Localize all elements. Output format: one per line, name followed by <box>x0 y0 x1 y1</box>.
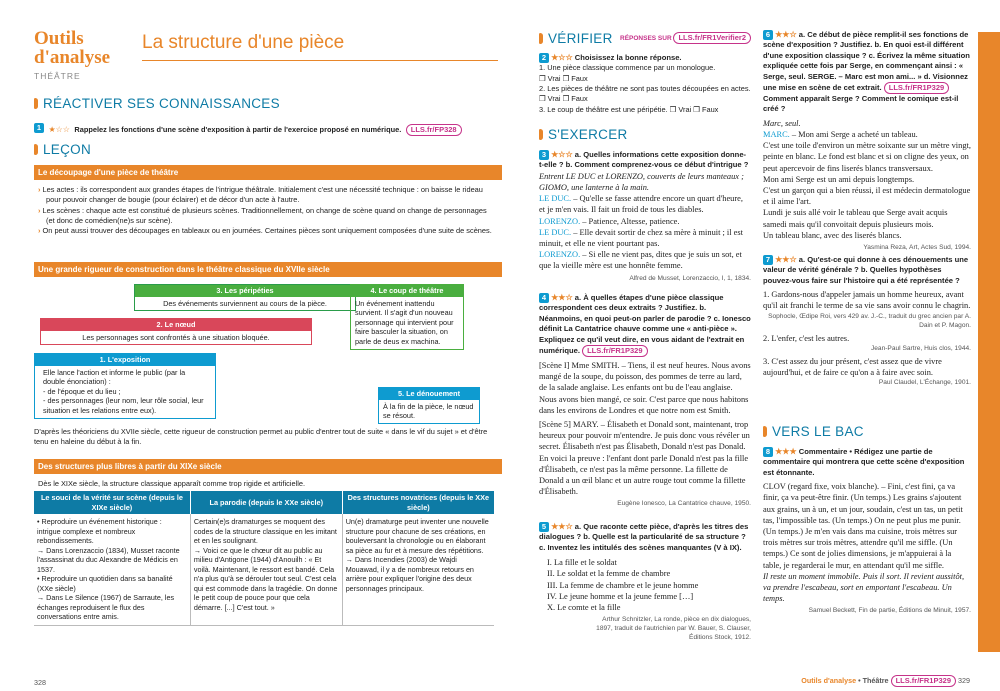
verifier-heading-row <box>539 30 751 48</box>
list-item: III. La femme de chambre et le jeune homme <box>547 580 699 590</box>
dialogue-line: LE DUC. – Qu'elle se fasse attendre encore un quart d'heure, et je m'en vais. Il fait un froid de tous les diables. <box>539 194 743 215</box>
section-bar-1: Le découpage d'une pièce de théâtre <box>34 165 502 180</box>
exercise-5 <box>539 522 751 642</box>
page-title-wrap <box>142 32 498 61</box>
difficulty-stars: ★★☆ <box>551 293 573 302</box>
monologue-paragraph: Un tableau blanc, avec des liserés blancs. <box>763 230 902 240</box>
intro-structures: Dès le XIXe siècle, la structure classique apparaît comme trop rigide et artificielle. <box>38 479 306 488</box>
difficulty-stars: ★☆☆ <box>551 53 573 62</box>
exercise-question: a. Ce début de pièce remplit-il ses fonctions de scène d'exposition ? Justifiez. b. En quoi est-il différent d'une exposition classique ? c. Écrivez la même situation expliquée cette fois par Serge, en commençant ainsi : « Serge, seul. SERGE. – Marc est mon ami... » d. Visionnez une mise en scène de cet extrait. <box>763 30 970 93</box>
bullet-scenes: › Les scènes : chaque acte est constitué de plusieurs scènes. Traditionnellement, on change de scène quand on change de personnages (et donc de comédien(ne)s sur scène). <box>38 205 487 225</box>
source-citation: Sophocle, Œdipe Roi, vers 429 av. J.-C., traduit du grec ancien par A. Dain et P. Magon. <box>768 312 971 329</box>
table-header: Le souci de la vérité sur scène (depuis le XIXe siècle) <box>34 491 190 514</box>
exercise-question: Rappelez les fonctions d'une scène d'exposition à partir de l'exercice proposé en numérique. <box>74 125 402 134</box>
exercer-heading: S'EXERCER <box>539 127 628 142</box>
stage-body: Un événement inattendu survient. Il s'agit d'un nouveau personnage qui intervient pour faire basculer la situation, on parle de deus ex machina. <box>355 298 454 346</box>
footer-label: Outils d'analyse <box>801 676 857 685</box>
source-citation: Paul Claudel, L'Échange, 1901. <box>878 379 971 387</box>
source-citation: Yasmina Reza, Art, Actes Sud, 1994. <box>863 244 971 252</box>
source-citation: Jean-Paul Sartre, Huis clos, 1944. <box>870 344 971 352</box>
stage-direction: Entrent LE DUC et LORENZO, couverts de leurs manteaux ; GIOMO, une lanterne à la main. <box>539 171 744 193</box>
difficulty-stars: ★★☆ <box>775 30 797 39</box>
source-citation: Arthur Schnitzler, La ronde, pièce en dix dialogues, <box>602 616 751 624</box>
difficulty-stars: ★☆☆ <box>551 150 573 159</box>
kicker-sub: THÉÂTRE <box>34 71 81 81</box>
exercise-question: a. Quelles informations cette exposition donne-t-elle ? b. Comment comprenez-vous ce début d'intrigue ? <box>539 150 749 170</box>
table-header: Des structures novatrices (depuis le XXe siècle) <box>342 491 494 514</box>
stage-coup-theatre <box>350 284 464 350</box>
exercise-2 <box>539 53 751 115</box>
verifier-heading: VÉRIFIER <box>539 31 613 46</box>
quote-1: 1. Gardons-nous d'appeler jamais un homme heureux, avant qu'il ait franchi le terme de sa vie sans avoir connu le chagrin. <box>763 290 971 311</box>
exercise-number: 5 <box>539 522 549 532</box>
difficulty-stars: ★★☆ <box>775 255 797 264</box>
exercise-number: 4 <box>539 293 549 303</box>
page-number-right: 329 <box>958 676 970 685</box>
list-item: I. La fille et le soldat <box>547 558 617 568</box>
bullet-tableaux: › On peut aussi trouver des découpages en tableaux ou en journées. Certaines pièces sont uniquement composées d'une suite de scènes. <box>38 226 492 236</box>
section-bar-3: Des structures plus libres à partir du XIXe siècle <box>34 459 502 474</box>
exercise-link[interactable]: LLS.fr/FR1P329 <box>884 82 949 94</box>
exercise-number: 2 <box>539 53 549 63</box>
stage-noeud <box>40 318 312 345</box>
ex2-item-1-options[interactable]: ❒ Vrai ❒ Faux <box>539 73 588 83</box>
exercise-question: Commentaire • Rédigez une partie de commentaire qui montrera que cette scène d'exposition est étonnante. <box>763 447 965 477</box>
source-citation: Alfred de Musset, Lorenzaccio, I, 1, 1834. <box>629 274 751 282</box>
exercise-8 <box>763 447 971 615</box>
bac-heading: VERS LE BAC <box>763 424 864 439</box>
page-number-left: 328 <box>34 678 46 687</box>
table-cell: Un(e) dramaturge peut inventer une nouvelle structure pour chacune de ses créations, en bouleversant la chronologie ou en élaborant sa pièce au fur et à mesure des répétitions. → Dans Incendies (2003) de Wajdi Mouawad, il y a de nombreux retours en arrière pour expliquer l'origine des deux personnages principaux. <box>342 514 494 625</box>
stage-body: Les personnages sont confrontés à une situation bloquée. <box>82 332 270 342</box>
list-item: IV. Le jeune homme et la jeune femme […] <box>547 591 694 601</box>
after-diagram-text: D'après les théoriciens du XVIIe siècle, cette rigueur de construction permet au public d'entrer tout de suite « dans le vif du sujet » et d'être tenu en haleine du début à la fin. <box>34 427 488 447</box>
table-cell: Certain(e)s dramaturges se moquent des codes de la structure classique en les imitant et en les soulignant. → Voici ce que le chœur dit au public au milieu d'Antigone (1944) d'Anouilh : « Et voilà. Maintenant, le ressort est bandé. Cela n'a plus qu'à se dérouler tout seul. C'est cela qui est commode dans la tragédie. On donne le petit coup de pouce pour que cela démarre. [...] C'est tout. » <box>190 514 342 625</box>
bullet-actes: › Les actes : ils correspondent aux grandes étapes de l'intrigue théâtrale. Initialement c'est une nécessité technique : on baisse le rideau pour pouvoir changer de bougie (pour éclairer) et de décor d'un acte à l'autre. <box>38 185 483 205</box>
footer-link[interactable]: LLS.fr/FR1P329 <box>891 675 956 687</box>
excerpt-paragraph: [Scène 5] MARY. – Élisabeth et Donald sont, maintenant, trop heureux pour pouvoir m'entendre. Je puis donc vous révéler un secret. Élisabeth n'est pas Élisabeth, Donald n'est pas Donald. En voici la preuve : l'enfant dont parle Donald n'est pas la fille d'Élisabeth, ce n'est pas la même personne. La fillette de Donald a un œil blanc et un autre rouge tout comme la fillette d'Élisabeth. <box>539 420 750 497</box>
page-title: La structure d'une pièce <box>142 32 345 53</box>
stage-head: 5. Le dénouement <box>379 388 479 400</box>
section-bar-2: Une grande rigueur de construction dans le théâtre classique du XVIIe siècle <box>34 262 502 277</box>
reactiver-heading: RÉACTIVER SES CONNAISSANCES <box>34 96 280 111</box>
source-citation: Samuel Beckett, Fin de partie, Éditions de Minuit, 1957. <box>808 607 971 615</box>
exercise-question: a. À quelles étapes d'une pièce classique correspondent ces deux extraits ? Justifiez. b. Néanmoins, en quoi peut-on parler de parodie ? c. Ionesco définit La Cantatrice chauve comme une « anti-pièce ». Expliquez ce qu'il veut dire, en vous aidant de l'extrait en numérique. <box>539 293 751 356</box>
dialogue-line: MARC. – Mon ami Serge a acheté un tableau. <box>763 130 918 140</box>
lesson-bullets <box>38 185 493 236</box>
footer-right: Outils d'analyse • Théâtre LLS.fr/FR1P329 329 <box>801 676 970 685</box>
section-kicker <box>34 30 144 81</box>
stage-head: 1. L'exposition <box>35 354 215 366</box>
edge-tab <box>978 32 1000 652</box>
quote-3: 3. C'est assez du jour présent, c'est assez que de vivre aujourd'hui, et de faire ce qu'on a à faire avec soin. <box>763 356 942 378</box>
exercise-number: 1 <box>34 123 44 133</box>
source-citation: Éditions Stock, 1912. <box>689 634 751 642</box>
ex2-item-3[interactable]: 3. Le coup de théâtre est une péripétie. ❒ Vrai ❒ Faux <box>539 104 719 114</box>
source-citation: 1897, traduit de l'autrichien par W. Bauer, S. Clauser, <box>596 625 751 633</box>
exercise-1 <box>34 119 494 137</box>
excerpt-paragraph: [Scène I] Mme SMITH. – Tiens, il est neuf heures. Nous avons mangé de la soupe, du poisson, des pommes de terre au lard, de la salade anglaise. Les enfants ont bu de l'eau anglaise. Nous avons bien mangé, ce soir. C'est parce que nous habitons dans les environs de Londres et que notre nom est Smith. <box>539 361 751 415</box>
monologue-paragraph: Lundi je suis allé voir le tableau que Serge avait acquis samedi mais qu'il convoitait depuis plusieurs mois. <box>763 208 948 229</box>
exercise-number: 7 <box>763 255 773 265</box>
stage-peripeties <box>134 284 356 311</box>
quote-2: 2. L'enfer, c'est les autres. <box>763 333 850 343</box>
exercise-4 <box>539 293 751 508</box>
stage-exposition <box>34 353 216 419</box>
table-header: La parodie (depuis le XXe siècle) <box>190 491 342 514</box>
kicker-line1: Outils <box>34 28 84 49</box>
reponses-link[interactable]: LLS.fr/FR1Verifier2 <box>673 32 751 44</box>
difficulty-stars: ★★★ <box>775 447 797 456</box>
reponses-link-wrap: RÉPONSES SUR LLS.fr/FR1Verifier2 <box>620 32 751 44</box>
difficulty-stars: ★★☆ <box>551 522 573 531</box>
table-cell: • Reproduire un événement historique : intrigue complexe et nombreux rebondissements. → Dans Lorenzaccio (1834), Musset raconte l'assassinat du duc Alexandre de Médicis en 1537. • Reproduire un quotidien dans sa banalité (XXe siècle) → Dans Le Silence (1967) de Sarraute, les échanges reproduisent le flux des conversations entre amis. <box>34 514 190 625</box>
stage-body: À la fin de la pièce, le nœud se résout. <box>383 401 474 421</box>
dialogue-list <box>539 557 751 613</box>
stage-head: 3. Les péripéties <box>135 285 355 297</box>
stage-body: Elle lance l'action et informe le public (par la double énonciation) : - de l'époque et du lieu ; - des personnages (leur nom, leur rôle social, leur situation et les relations entre eux). <box>43 367 204 415</box>
exercise-question: a. Que raconte cette pièce, d'après les titres des dialogues ? b. Quelle est la particularité de sa structure ? c. Inventez les intitulés des scènes manquantes (V à IX). <box>539 522 749 552</box>
exercise-number: 8 <box>763 447 773 457</box>
source-citation: Eugène Ionesco, La Cantatrice chauve, 1950. <box>617 500 751 508</box>
exercise-link[interactable]: LLS.fr/FR1P329 <box>582 345 647 357</box>
kicker-line2: d'analyse <box>34 47 111 68</box>
monologue-paragraph: Mon ami Serge est un ami depuis longtemps. <box>763 174 915 184</box>
exercise-link[interactable]: LLS.fr/FP328 <box>406 124 462 136</box>
exercise-7 <box>763 255 971 387</box>
exercise-question: a. Qu'est-ce qui donne à ces dénouements une valeur de vérité générale ? b. Quelles hypothèses pouvez-vous faire sur l'histoire qui a été représentée ? <box>763 255 969 285</box>
exercise-number: 3 <box>539 150 549 160</box>
footer-sub: Théâtre <box>862 676 889 685</box>
stage-denouement <box>378 387 480 424</box>
list-item: X. Le comte et la fille <box>547 603 621 613</box>
stage-head: 2. Le nœud <box>41 319 311 331</box>
lecon-heading: LEÇON <box>34 142 91 157</box>
stage-direction: Marc, seul. <box>763 118 801 128</box>
dialogue-line: LE DUC. – Elle devait sortir de chez sa mère à minuit ; il est minuit, et elle ne vient pourtant pas. <box>539 227 743 249</box>
stage-body: Des événements surviennent au cours de la pièce. <box>163 298 327 308</box>
structures-table <box>34 491 494 626</box>
stage-direction: Il reste un moment immobile. Puis il sort. Il revient aussitôt, va prendre l'escabeau, sort en emportant l'escabeau. Un temps. <box>763 571 965 604</box>
monologue-paragraph: C'est un garçon qui a bien réussi, il est médecin dermatologue et il aime l'art. <box>763 186 971 207</box>
ex2-item-1: 1. Une pièce classique commence par un monologue. <box>539 63 716 73</box>
list-item: II. Le soldat et la femme de chambre <box>547 569 671 579</box>
structures-table-grid <box>34 491 494 626</box>
exercise-3 <box>539 150 751 283</box>
monologue-paragraph: C'est une toile d'environ un mètre soixante sur un mètre vingt, peinte en blanc. Le fond est blanc et si on cligne des yeux, on peut apercevoir de fins liserés blancs transversaux. <box>763 141 971 173</box>
dialogue-line: LORENZO. – Patience, Altesse, patience. <box>539 216 680 226</box>
excerpt-paragraph: CLOV (regard fixe, voix blanche). – Fini, c'est fini, ça va finir, ça va peut-être finir. (Un temps.) Les grains s'ajoutent aux grains, un à un, et un jour, soudain, c'est un tas, un petit tas, l'impossible tas. (Un temps.) On ne peut plus me punir. (Un temps.) Je m'en vais dans ma cuisine, trois mètres sur trois mètres sur trois mètres, attendre qu'il me siffle. (Un temps.) Ce sont de jolies dimensions, je m'appuierai à la table, je regarderai le mur, en attendant qu'il me siffle. <box>763 482 963 570</box>
stage-head: 4. Le coup de théâtre <box>351 285 463 297</box>
dialogue-line: LORENZO. – Si elle ne vient pas, dites que je suis un sot, et que la vieille mère est une honnête femme. <box>539 250 742 271</box>
exercise-number: 6 <box>763 30 773 40</box>
ex2-item-2[interactable]: 2. Les pièces de théâtre ne sont pas toutes découpées en actes. ❒ Vrai ❒ Faux <box>539 84 751 104</box>
exercise-6: 6 ★★☆ a. Ce début de pièce remplit-il ses fonctions de scène d'exposition ? Justifiez. b. En quoi est-il différent d'une exposition classique ? c. Écrivez la même situation expliquée cette fois par Serge, en commençant ainsi : « Serge, seul. SERGE. – Marc est mon ami... » d. Visionnez une mise en scène de cet extrait. LLS.fr/FR1P329 Comment apparaît Serge ? Comment le comique est-il créé ? Marc, seul. MARC. – Mon ami Serge a acheté un tableau. C'est une toile d'environ un mètre soixante sur un mètre vingt, peinte en blanc. Le fond est blanc et si on cligne des yeux, on peut apercevoir de fins liserés blancs transversaux. Mon ami Serge est un ami depuis longtemps. C'est un garçon qui a bien réussi, il est médecin dermatologue et il aime l'art. Lundi je suis allé voir le tableau que Serge avait acquis samedi mais qu'il convoitait depuis plusieurs mois. Un tableau blanc, avec des liserés blancs. Yasmina Reza, Art, Actes Sud, 1994. <box>763 30 971 252</box>
exercise-question: Choisissez la bonne réponse. <box>574 53 682 62</box>
difficulty-stars: ★☆☆ <box>48 125 70 134</box>
